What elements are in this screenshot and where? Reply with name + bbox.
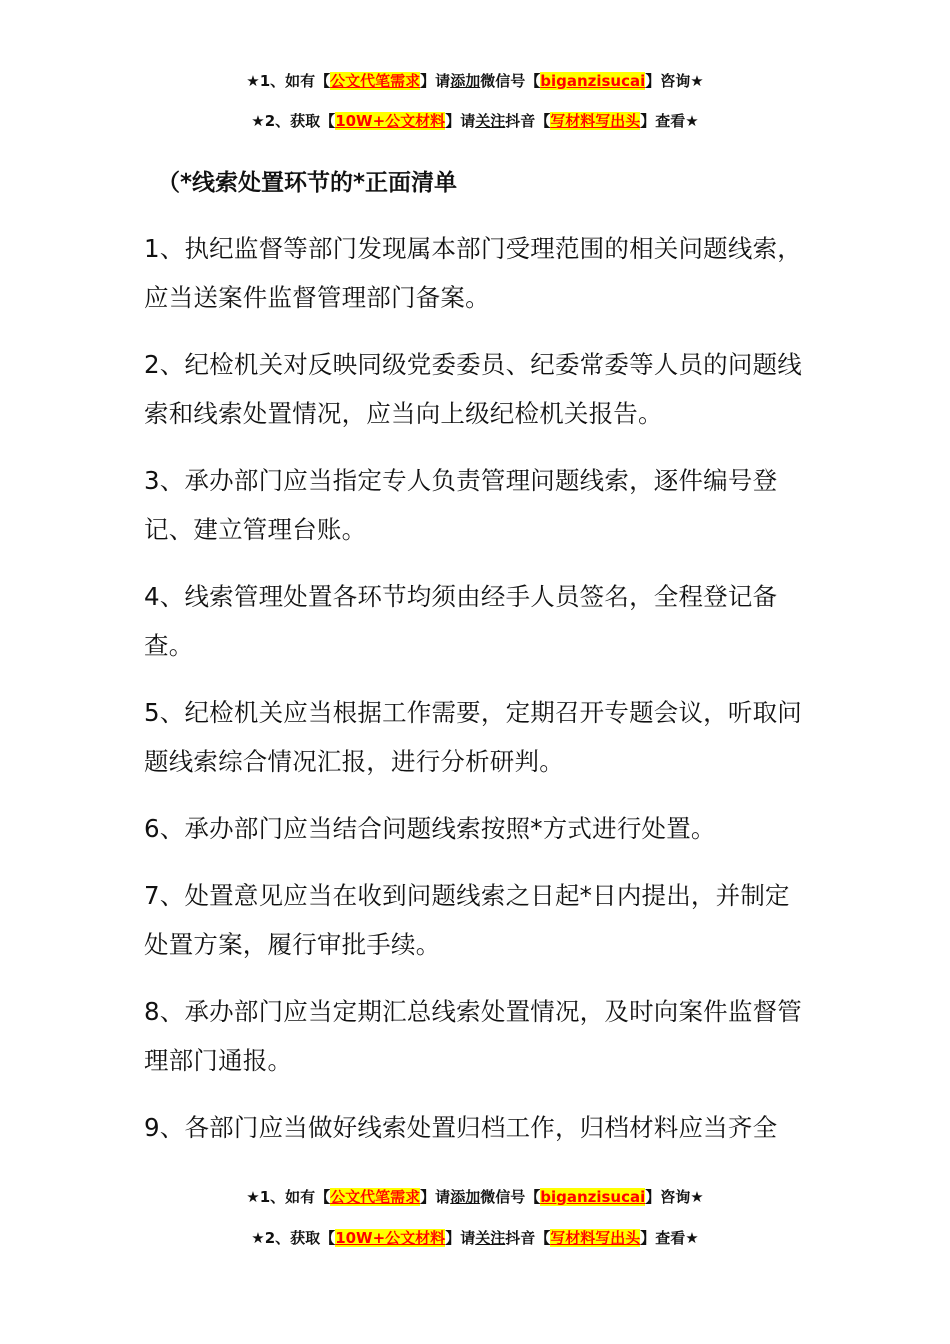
banner-text: ★1、如有【: [246, 1188, 331, 1206]
banner-text: 】咨询★: [645, 72, 704, 90]
header-banner-line-2: [0, 110, 950, 132]
banner-highlight: 写材料写出头: [550, 1229, 641, 1247]
banner-text: 】请: [420, 72, 451, 90]
banner-highlight: 公文代笔需求: [330, 72, 421, 90]
footer-banner-line-1: [0, 1186, 950, 1208]
paragraph-7: 7、处置意见应当在收到问题线索之日起*日内提出，并制定处置方案，履行审批手续。: [144, 881, 790, 959]
banner-text: ★2、获取【: [251, 112, 336, 130]
document-body: [144, 224, 809, 1170]
banner-emphasis: 关注: [475, 1229, 506, 1247]
banner-text: 】咨询★: [645, 1188, 704, 1206]
banner-text: 微信号【: [480, 72, 541, 90]
banner-emphasis: 添加: [450, 72, 481, 90]
banner-text: 】请: [445, 1229, 476, 1247]
paragraph-5: 5、纪检机关应当根据工作需要，定期召开专题会议，听取问题线索综合情况汇报，进行分析研判。: [144, 698, 802, 776]
banner-highlight: 公文代笔需求: [330, 1188, 421, 1206]
header-banner-line-1: [0, 70, 950, 92]
banner-emphasis: 添加: [450, 1188, 481, 1206]
banner-text: 】查看★: [640, 112, 699, 130]
banner-text: 】请: [445, 112, 476, 130]
banner-text: 抖音【: [505, 112, 551, 130]
banner-highlight: biganzisucai: [540, 1188, 646, 1206]
banner-emphasis: 关注: [475, 112, 506, 130]
banner-highlight: 写材料写出头: [550, 112, 641, 130]
banner-text: ★2、获取【: [251, 1229, 336, 1247]
banner-text: 抖音【: [505, 1229, 551, 1247]
banner-text: 】查看★: [640, 1229, 699, 1247]
banner-highlight: 10W+公文材料: [335, 1229, 446, 1247]
banner-highlight: 10W+公文材料: [335, 112, 446, 130]
paragraph-4: 4、线索管理处置各环节均须由经手人员签名，全程登记备查。: [144, 582, 778, 660]
paragraph-1: 1、执纪监督等部门发现属本部门受理范围的相关问题线索，应当送案件监督管理部门备案。: [144, 234, 802, 312]
document-heading: （*线索处置环节的*正面清单: [157, 170, 458, 196]
banner-text: ★1、如有【: [246, 72, 331, 90]
banner-highlight: biganzisucai: [540, 72, 646, 90]
banner-text: 】请: [420, 1188, 451, 1206]
banner-text: 微信号【: [480, 1188, 541, 1206]
paragraph-8: 8、承办部门应当定期汇总线索处置情况，及时向案件监督管理部门通报。: [144, 997, 802, 1075]
paragraph-6: 6、承办部门应当结合问题线索按照*方式进行处置。: [144, 814, 716, 843]
paragraph-9: 9、各部门应当做好线索处置归档工作，归档材料应当齐全: [144, 1113, 778, 1142]
paragraph-3: 3、承办部门应当指定专人负责管理问题线索，逐件编号登记、建立管理台账。: [144, 466, 778, 544]
paragraph-2: 2、纪检机关对反映同级党委委员、纪委常委等人员的问题线索和线索处置情况，应当向上级纪检机关报告。: [144, 350, 802, 428]
footer-banner-line-2: [0, 1227, 950, 1249]
